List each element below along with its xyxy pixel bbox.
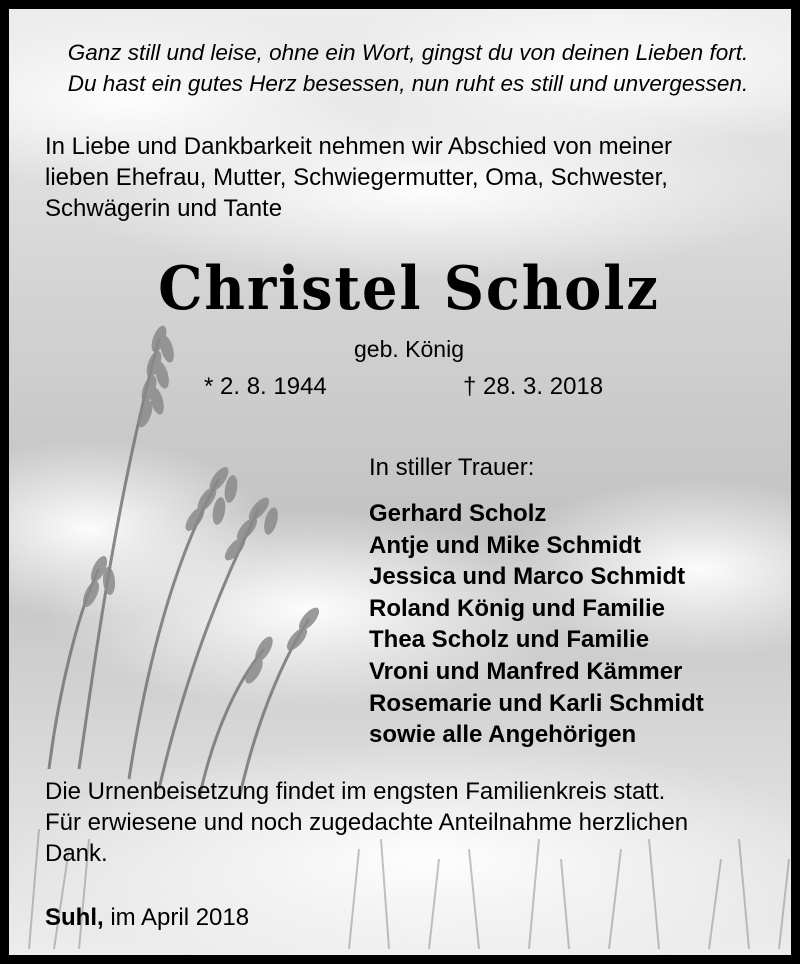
intro-line: Schwägerin und Tante: [45, 195, 283, 222]
intro-line: lieben Ehefrau, Mutter, Schwiegermutter, Oma, Schwester,: [45, 164, 668, 191]
burial-line: Für erwiesene und noch zugedachte Anteilnahme herzlichen: [45, 809, 689, 836]
mourner-item: sowie alle Angehörigen: [369, 721, 637, 749]
burial-line: Die Urnenbeisetzung findet im engsten Familienkreis statt.: [45, 778, 666, 805]
mourner-item: Antje und Mike Schmidt: [369, 531, 642, 559]
mourner-item: Roland König und Familie: [369, 594, 665, 622]
maiden-name: geb. König: [354, 336, 464, 362]
poem-line: Du hast ein gutes Herz besessen, nun ruht es still und unvergessen.: [67, 71, 749, 96]
place-and-date: [45, 902, 249, 934]
burial-note: [45, 776, 688, 869]
place-name: Suhl,: [45, 904, 104, 931]
notice-content: [9, 9, 800, 964]
mourning-label: In stiller Trauer:: [369, 454, 535, 481]
mourner-item: Rosemarie und Karli Schmidt: [369, 689, 704, 717]
mourner-item: Thea Scholz und Familie: [369, 626, 650, 654]
mourner-item: Vroni und Manfred Kämmer: [369, 657, 683, 685]
mourners-list: [369, 498, 704, 751]
intro-line: In Liebe und Dankbarkeit nehmen wir Abschied von meiner: [45, 133, 673, 160]
mourner-item: Jessica und Marco Schmidt: [369, 563, 686, 591]
poem-line: Ganz still und leise, ohne ein Wort, gingst du von deinen Lieben fort.: [67, 40, 749, 65]
death-date: † 28. 3. 2018: [463, 373, 604, 400]
burial-line: Dank.: [45, 840, 108, 867]
birth-date: * 2. 8. 1944: [204, 373, 327, 400]
notice-date: im April 2018: [110, 904, 250, 931]
memorial-poem: [47, 37, 769, 99]
mourner-item: Gerhard Scholz: [369, 500, 547, 527]
farewell-intro: [45, 131, 672, 224]
deceased-name: Christel Scholz: [158, 254, 660, 324]
